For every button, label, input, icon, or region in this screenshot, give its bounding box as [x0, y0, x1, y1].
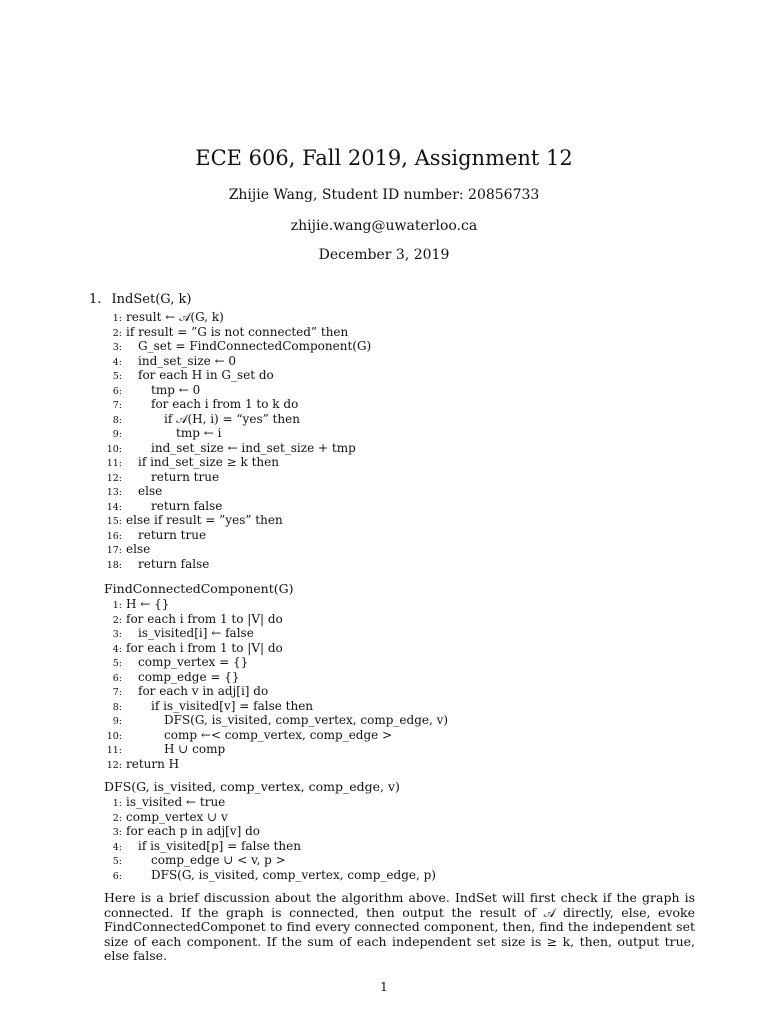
code-line — [104, 824, 436, 839]
algorithm-find-connected-component — [104, 581, 448, 771]
algorithm-indset — [104, 310, 371, 571]
code-text: else if result = ”yes” then — [126, 513, 283, 527]
code-line — [104, 339, 371, 354]
code-text: result ← 𝒜(G, k) — [126, 310, 224, 324]
line-number: 3: — [112, 629, 122, 640]
paper-title: ECE 606, Fall 2019, Assignment 12 — [195, 146, 573, 170]
line-number: 2: — [112, 327, 122, 339]
line-number: 4: — [112, 643, 122, 655]
line-number: 5: — [112, 856, 122, 867]
item-heading-text: IndSet(G, k) — [111, 292, 192, 307]
code-line — [104, 597, 448, 612]
code-line — [104, 426, 371, 441]
line-number: 3: — [112, 342, 122, 353]
line-number: 6: — [112, 385, 122, 397]
code-line — [104, 684, 448, 699]
code-line — [104, 612, 448, 627]
code-line — [104, 655, 448, 670]
paper-date: December 3, 2019 — [318, 247, 450, 263]
code-line — [104, 513, 371, 528]
discussion-paragraph: Here is a brief discussion about the algorithm above. IndSet will first check if the graph is connected. If the graph is connected, then output the result of 𝒜 directly, else, evoke FindConnectedComponet to find every connected component, then, find the independent set size of each component. If the sum of each independent set size is ≥ k, then, output true, else false. — [104, 890, 695, 963]
code-text: if result = ”G is not connected” then — [126, 324, 349, 339]
code-line — [104, 325, 371, 340]
line-number: 12: — [106, 759, 122, 771]
line-number: 8: — [112, 414, 122, 426]
line-number: 2: — [112, 614, 122, 626]
code-text: for each v in adj[i] do — [138, 684, 269, 698]
code-line — [104, 470, 371, 485]
code-line — [104, 310, 371, 325]
code-text: return true — [138, 527, 207, 542]
code-text: for each H in G_set do — [138, 368, 274, 382]
item-number: 1. — [89, 292, 102, 307]
line-number: 14: — [106, 501, 122, 513]
line-number: 16: — [106, 530, 122, 542]
code-line — [104, 742, 448, 757]
code-line — [104, 383, 371, 398]
code-line — [104, 484, 371, 499]
line-number: 17: — [106, 545, 122, 556]
code-text: DFS(G, is_visited, comp_vertex, comp_edge, v) — [164, 713, 449, 727]
line-number: 10: — [106, 730, 122, 742]
code-line — [104, 641, 448, 656]
code-line — [104, 455, 371, 470]
code-text: comp_vertex ∪ v — [126, 809, 228, 824]
code-text: return H — [126, 756, 180, 771]
code-text: G_set = FindConnectedComponent(G) — [138, 339, 372, 353]
algorithm-dfs — [104, 779, 436, 882]
page-number: 1 — [380, 980, 388, 994]
line-number: 15: — [106, 516, 122, 527]
line-number: 6: — [112, 870, 122, 882]
code-text: for each i from 1 to k do — [151, 397, 299, 411]
line-number: 12: — [106, 472, 122, 484]
code-text: for each p in adj[v] do — [126, 824, 261, 838]
line-number: 4: — [112, 841, 122, 853]
code-text: ind_set_size ← 0 — [138, 353, 237, 368]
line-number: 10: — [106, 443, 122, 455]
code-line — [104, 354, 371, 369]
algorithm-name: FindConnectedComponent(G) — [104, 581, 294, 596]
line-number: 1: — [112, 798, 122, 809]
code-line — [104, 728, 448, 743]
code-line — [104, 557, 371, 572]
line-number: 5: — [112, 371, 122, 382]
code-text: tmp ← 0 — [151, 382, 201, 397]
line-number: 4: — [112, 356, 122, 368]
code-text: comp_vertex = {} — [138, 655, 249, 669]
code-text: comp_edge ∪ < v, p > — [151, 853, 286, 867]
line-number: 1: — [112, 600, 122, 611]
code-line — [104, 713, 448, 728]
line-number: 11: — [106, 745, 122, 756]
code-text: H ∪ comp — [164, 742, 226, 756]
line-number: 5: — [112, 658, 122, 669]
code-text: else — [138, 484, 163, 498]
line-number: 2: — [112, 812, 122, 824]
code-line — [104, 528, 371, 543]
code-text: DFS(G, is_visited, comp_vertex, comp_edge, p) — [151, 867, 436, 882]
code-line — [104, 795, 436, 810]
code-text: for each i from 1 to |V| do — [126, 611, 283, 626]
line-number: 1: — [112, 313, 122, 324]
code-line — [104, 810, 436, 825]
code-line — [104, 626, 448, 641]
code-text: is_visited ← true — [126, 795, 226, 809]
code-text: if 𝒜(H, i) = “yes” then — [164, 411, 300, 426]
line-number: 9: — [112, 429, 122, 440]
code-text: for each i from 1 to |V| do — [126, 640, 283, 655]
code-text: ind_set_size ← ind_set_size + tmp — [151, 440, 356, 455]
code-text: if ind_set_size ≥ k then — [138, 455, 279, 469]
code-line — [104, 699, 448, 714]
code-line — [104, 397, 371, 412]
code-text: tmp ← i — [176, 426, 222, 440]
author-line: Zhijie Wang, Student ID number: 20856733 — [228, 187, 540, 203]
line-number: 13: — [106, 487, 122, 498]
code-line — [104, 412, 371, 427]
code-line — [104, 670, 448, 685]
code-text: return true — [151, 469, 220, 484]
code-line — [104, 441, 371, 456]
code-line — [104, 368, 371, 383]
item-heading — [89, 292, 191, 307]
line-number: 11: — [106, 458, 122, 469]
line-number: 8: — [112, 701, 122, 713]
code-line — [104, 868, 436, 883]
code-text: is_visited[i] ← false — [138, 626, 254, 640]
code-line — [104, 499, 371, 514]
code-text: H ← {} — [126, 597, 170, 611]
code-text: comp_edge = {} — [138, 669, 240, 684]
code-line — [104, 853, 436, 868]
code-text: return false — [138, 556, 210, 571]
line-number: 9: — [112, 716, 122, 727]
code-text: comp ←< comp_vertex, comp_edge > — [164, 727, 393, 742]
code-text: else — [126, 542, 151, 556]
code-text: return false — [151, 498, 223, 513]
line-number: 7: — [112, 687, 122, 698]
code-line — [104, 542, 371, 557]
line-number: 3: — [112, 827, 122, 838]
line-number: 7: — [112, 400, 122, 411]
line-number: 18: — [106, 559, 122, 571]
algorithm-name: DFS(G, is_visited, comp_vertex, comp_edge, v) — [104, 779, 400, 794]
code-text: if is_visited[p] = false then — [138, 838, 301, 853]
author-email: zhijie.wang@uwaterloo.ca — [290, 218, 478, 234]
code-line — [104, 839, 436, 854]
line-number: 6: — [112, 672, 122, 684]
code-text: if is_visited[v] = false then — [151, 698, 314, 713]
code-line — [104, 757, 448, 772]
